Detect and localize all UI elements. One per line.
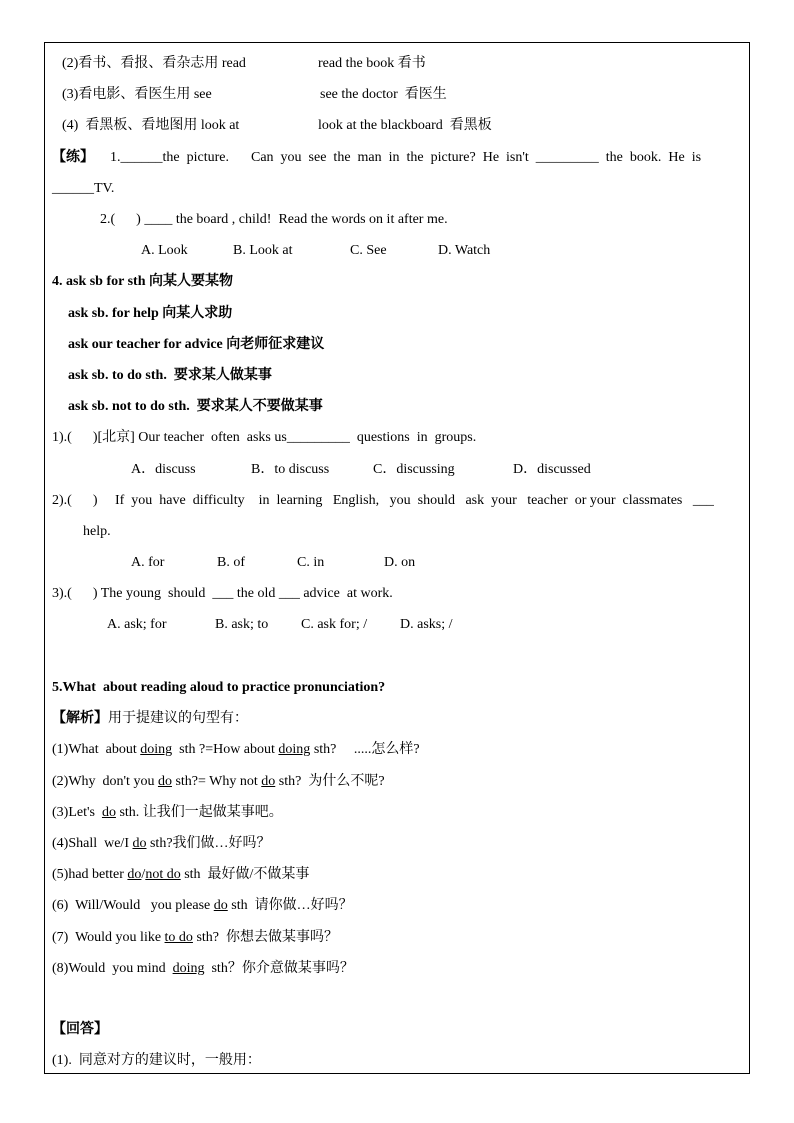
pattern-6-text: (6) Will/Would you please [52, 898, 214, 913]
pattern-1 [52, 741, 420, 759]
section4-q3-option-c: C. ask for; / [301, 617, 368, 632]
pattern-1-text: (1)What about [52, 742, 141, 757]
analysis-text: 用于提建议的句型有： [108, 711, 248, 726]
section4-q2-option-d: D. on [384, 555, 416, 570]
practice-q2-option-d: D. Watch [438, 243, 491, 258]
pattern-8-underlined: doing [172, 961, 205, 976]
usage-line-4-right: look at the blackboard 看黑板 [318, 118, 492, 133]
section4-phrase-not-to-do: ask sb. not to do sth. 要求某人不要做某事 [68, 399, 323, 414]
pattern-6-text: sth 请你做…好吗？ [227, 898, 353, 913]
section4-q2-option-c: C. in [297, 555, 325, 570]
section4-q1-option-a: A．discuss [131, 462, 196, 477]
section4-q2-option-b: B. of [217, 555, 245, 570]
pattern-1-underlined: doing [278, 742, 311, 757]
section4-q1-option-c: C．discussing [373, 462, 455, 477]
pattern-5-underlined: not do [145, 867, 181, 882]
pattern-7-text: sth? 你想去做某事吗？ [192, 930, 338, 945]
usage-line-3-right: see the doctor 看医生 [320, 87, 447, 102]
pattern-8 [52, 960, 354, 978]
section5-analysis [52, 710, 248, 728]
section4-phrase-to-do: ask sb. to do sth. 要求某人做某事 [68, 368, 272, 383]
pattern-3-text: sth. 让我们一起做某事吧。 [115, 805, 283, 820]
pattern-3 [52, 804, 283, 822]
pattern-6-underlined: do [213, 898, 228, 913]
usage-line-4-left: (4) 看黑板、看地图用 look at [62, 118, 240, 133]
answer-item-1: (1). 同意对方的建议时，一般用： [52, 1053, 261, 1068]
analysis-label: 【解析】 [52, 711, 108, 726]
practice-q1-part-c: ______TV. [52, 181, 115, 196]
pattern-5-text: / [141, 867, 146, 882]
practice-q2-option-b: B. Look at [233, 243, 293, 258]
pattern-3-text: (3)Let's [52, 805, 102, 820]
pattern-4 [52, 835, 271, 853]
pattern-2-underlined: do [157, 774, 172, 789]
section4-q1: 1).( )[北京] Our teacher often asks us_________ questions in groups. [52, 430, 477, 445]
pattern-8-text: sth？你介意做某事吗？ [204, 961, 354, 976]
usage-line-2-right: read the book 看书 [318, 56, 426, 71]
section4-q1-option-d: D．discussed [513, 462, 591, 477]
pattern-1-text: sth ?=How about [172, 742, 279, 757]
pattern-4-text: sth?我们做…好吗？ [146, 836, 271, 851]
practice-q1-part-a: 1.______the picture. [110, 150, 229, 165]
section4-q2-continued: help. [83, 524, 111, 539]
pattern-7-underlined: to do [164, 930, 193, 945]
pattern-2-underlined: do [261, 774, 276, 789]
pattern-1-underlined: doing [140, 742, 173, 757]
pattern-1-text: sth? .....怎么样? [310, 742, 420, 757]
pattern-5-underlined: do [127, 867, 142, 882]
usage-line-3-left: (3)看电影、看医生用 see [62, 87, 212, 102]
section4-q2-option-a: A. for [131, 555, 165, 570]
pattern-5-text: sth 最好做/不做某事 [180, 867, 310, 882]
section4-q2: 2).( ) If you have difficulty in learning English, you should ask your teacher or your classmates ___ [52, 493, 714, 508]
practice-q2: 2.( ) ____ the board , child! Read the words on it after me. [100, 212, 448, 227]
pattern-7-text: (7) Would you like [52, 930, 165, 945]
pattern-6 [52, 897, 353, 915]
section5-heading: 5.What about reading aloud to practice pronunciation? [52, 680, 386, 695]
section4-q3-option-b: B. ask; to [215, 617, 269, 632]
section4-q3: 3).( ) The young should ___ the old ___ advice at work. [52, 586, 393, 601]
pattern-2-text: sth?= Why not [171, 774, 262, 789]
section4-q1-option-b: B．to discuss [251, 462, 330, 477]
answer-label: 【回答】 [52, 1022, 108, 1037]
section4-phrase-help: ask sb. for help 向某人求助 [68, 306, 233, 321]
pattern-5-text: (5)had better [52, 867, 128, 882]
practice-q2-option-a: A. Look [141, 243, 188, 258]
section4-heading: 4. ask sb for sth 向某人要某物 [52, 274, 233, 289]
pattern-5 [52, 866, 309, 884]
pattern-8-text: (8)Would you mind [52, 961, 173, 976]
practice-q1-part-b: Can you see the man in the picture? He isn't _________ the book. He is [251, 150, 702, 165]
pattern-4-underlined: do [132, 836, 147, 851]
pattern-4-text: (4)Shall we/I [52, 836, 133, 851]
section4-q3-option-d: D. asks; / [400, 617, 453, 632]
pattern-2-text: (2)Why don't you [52, 774, 158, 789]
pattern-2-text: sth? 为什么不呢? [275, 774, 385, 789]
section4-q3-option-a: A. ask; for [107, 617, 167, 632]
section4-phrase-advice: ask our teacher for advice 向老师征求建议 [68, 337, 325, 352]
practice-label: 【练】 [52, 150, 94, 165]
pattern-2 [52, 773, 385, 791]
practice-q2-option-c: C. See [350, 243, 387, 258]
usage-line-2-left: (2)看书、看报、看杂志用 read [62, 56, 246, 71]
pattern-7 [52, 929, 338, 947]
pattern-3-underlined: do [101, 805, 116, 820]
